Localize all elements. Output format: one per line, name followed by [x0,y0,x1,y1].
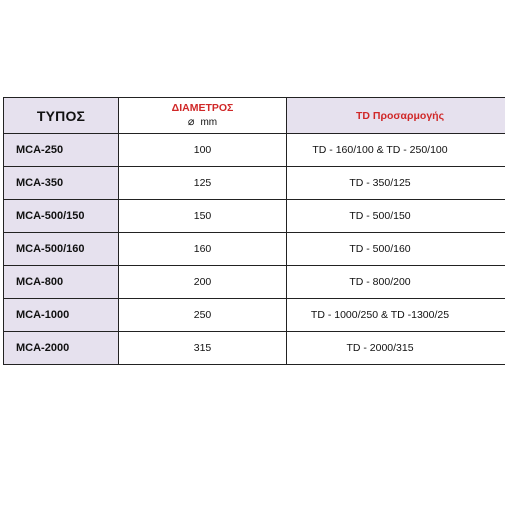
table-row [4,299,505,332]
cell-type: MCA-2000 [4,332,119,365]
header-diameter-unit: mm [200,117,218,128]
cell-type: MCA-500/150 [4,200,119,233]
table-row [4,200,505,233]
cell-diameter: 315 [119,332,287,365]
header-row [4,98,505,134]
cell-diameter: 150 [119,200,287,233]
cell-type: MCA-1000 [4,299,119,332]
table-row [4,266,505,299]
header-diameter [119,98,287,134]
header-diameter-title: ΔΙΑΜΕΤΡΟΣ [171,102,234,114]
cell-td-adapter: TD - 1000/250 & TD -1300/25 [287,299,505,332]
table-row [4,167,505,200]
diameter-symbol-icon: ⌀ [187,116,195,128]
cell-td-adapter: TD - 160/100 & TD - 250/100 [287,134,505,167]
cell-td-adapter: TD - 500/160 [287,233,505,266]
header-td-adapter: TD Προσαρμογής [287,98,505,134]
cell-diameter: 200 [119,266,287,299]
cell-td-adapter: TD - 2000/315 [287,332,505,365]
cell-type: MCA-250 [4,134,119,167]
table-body [4,134,505,365]
header-type: ΤΥΠΟΣ [4,98,119,134]
table-row [4,233,505,266]
cell-td-adapter: TD - 500/150 [287,200,505,233]
table-row [4,332,505,365]
header-diameter-unit-line [119,115,286,130]
cell-diameter: 100 [119,134,287,167]
cell-diameter: 125 [119,167,287,200]
cell-td-adapter: TD - 800/200 [287,266,505,299]
cell-type: MCA-800 [4,266,119,299]
cell-diameter: 160 [119,233,287,266]
cell-td-adapter: TD - 350/125 [287,167,505,200]
cell-type: MCA-350 [4,167,119,200]
spec-table [3,97,505,365]
cell-diameter: 250 [119,299,287,332]
cell-type: MCA-500/160 [4,233,119,266]
table-row [4,134,505,167]
